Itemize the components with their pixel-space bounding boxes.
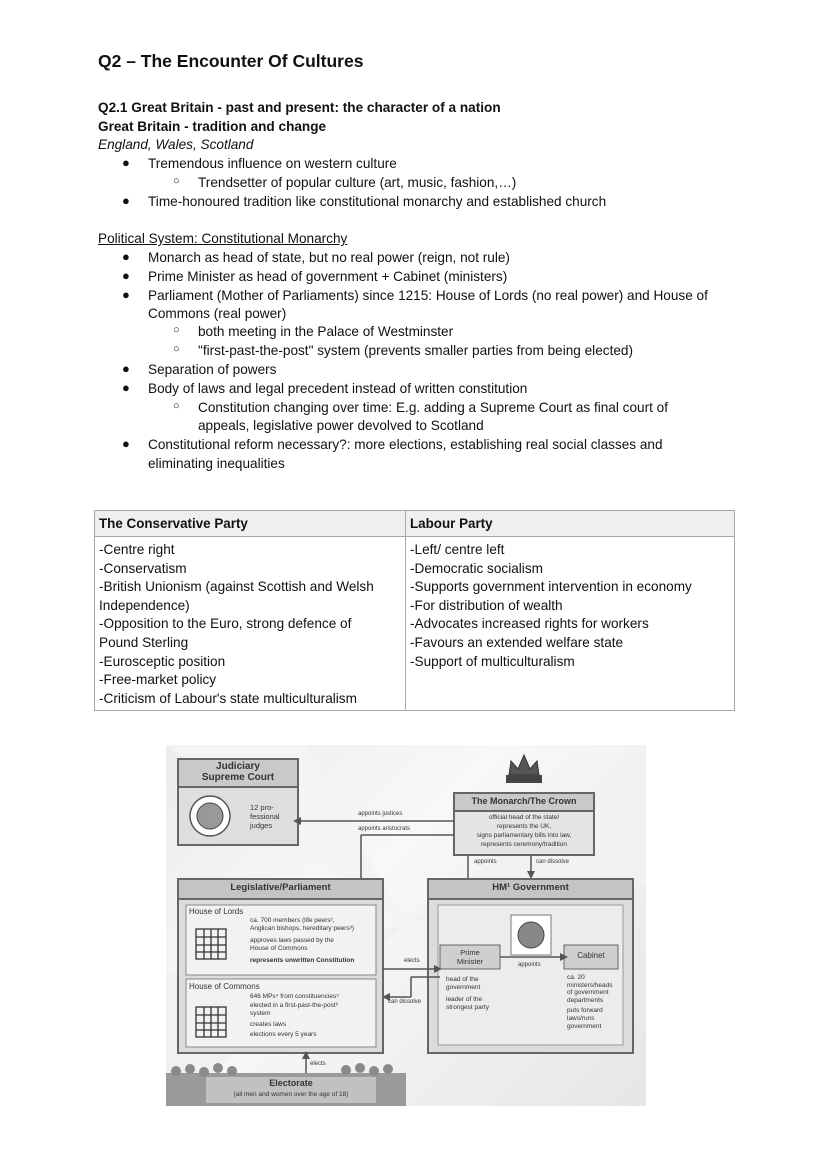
section-subheading: Q2.1 Great Britain - past and present: the character of a nation [98,100,501,115]
labour-cell [410,541,692,671]
list-item-continued: Commons (real power) [148,306,287,321]
diagram-text: Supreme Court [201,772,275,783]
table-cell-line: -Opposition to the Euro, strong defence of [99,616,352,632]
diagram-text: puts forward [567,1007,603,1015]
list-item-continued: appeals, legislative power devolved to Scotland [198,418,484,433]
table-cell-line: Independence) [99,597,190,613]
judiciary-title [178,761,298,783]
section-subtitle: Great Britain - tradition and change [98,119,327,134]
government-title: HM¹ Government [492,882,569,893]
house-of-lords-text [250,917,354,965]
diagram-text: 12 pro- [250,803,274,812]
diagram-text: of government [567,989,609,997]
electorate-title: Electorate [269,1078,313,1088]
monarch-text [454,813,594,849]
electorate-text: (all men and women over the age of 18) [233,1091,349,1098]
bullet-icon: ● [122,361,130,376]
judiciary-text [250,803,280,830]
diagram-text: ca. 700 members (life peers², [250,917,335,924]
countries-line: England, Wales, Scotland [98,137,254,152]
diagram-text: leader of the [446,996,483,1003]
diagram-text: strongest party [446,1004,489,1011]
list-item: Monarch as head of state, but no real power (reign, not rule) [148,250,510,265]
table-cell-line: -Democratic socialism [410,560,543,576]
can-dissolve-commons-label: can dissolve [388,999,422,1005]
house-of-lords-title: House of Lords [189,907,244,916]
table-cell-line: -Supports government intervention in economy [410,579,692,595]
diagram-text: elected in a first-past-the-post⁶ [250,1001,339,1009]
bullet-icon: ● [122,193,130,208]
monarch-title: The Monarch/The Crown [471,796,577,806]
appoints-cabinet-label: appoints [518,962,541,968]
diagram-text: represents unwritten Constitution [250,957,355,964]
crown-base-icon [506,775,542,783]
table-cell-line: -Favours an extended welfare state [410,634,624,650]
diagram-text: judges [250,821,273,830]
table-cell-line: -British Unionism (against Scottish and Welsh [99,579,374,595]
parties-table [94,510,735,711]
table-cell-line: -Support of multiculturalism [410,653,575,669]
conservative-cell [99,541,374,708]
appoints-justices-label: appoints justices [358,811,403,817]
list-item: Constitution changing over time: E.g. adding a Supreme Court as final court of [198,400,668,415]
prime-minister-text [446,976,489,1012]
crown-icon [509,755,539,775]
diagram-text: elections every 5 years [250,1031,317,1039]
diagram-text: ca. 20 [567,974,585,981]
bullet-icon: ● [122,268,130,283]
bullet-icon: ● [122,249,130,264]
circle-bullet-icon: ○ [173,400,180,412]
table-cell-line: -Conservatism [99,560,187,576]
table-cell-line: -Eurosceptic position [99,653,226,669]
diagram-text: Judiciary [216,761,260,772]
diagram-text: approves laws passed by the [250,937,334,944]
header-conservative: The Conservative Party [99,516,248,531]
diagram-text: creates laws [250,1020,287,1028]
diagram-text: Anglican bishops, hereditary peers³) [250,925,355,932]
cabinet-text [567,974,613,1030]
cabinet-title: Cabinet [577,951,605,960]
diagram-text: ministers/heads [567,981,613,989]
electorate-elects-label: elects [310,1061,326,1067]
list-item: Prime Minister as head of government + Cabinet (ministers) [148,269,508,284]
diagram-text: 646 MPs⁴ from constituencies⁵ [250,993,339,1000]
diagram-text: departments [567,996,604,1004]
diagram-text: laws/runs [567,1014,595,1022]
circle-bullet-icon: ○ [173,324,180,336]
diagram-text: signs parliamentary bills into law, [476,832,572,839]
list-item: Constitutional reform necessary?: more elections, establishing real social classes and [148,437,663,452]
list-item: Separation of powers [148,362,277,377]
prime-minister-title [440,948,500,966]
appoints-label: appoints [474,859,497,865]
list-item-continued: eliminating inequalities [148,456,285,471]
table-cell-line: -For distribution of wealth [410,597,563,613]
political-system-title: Political System: Constitutional Monarchy [98,231,348,246]
table-cell-line: -Centre right [99,542,175,557]
diagram-text: system [250,1010,271,1018]
legislative-title: Legislative/Parliament [230,882,331,893]
diagram-text: government [446,984,481,991]
can-dissolve-label: can dissolve [536,859,570,865]
diagram-text: represents the UK, [496,823,552,830]
list-item: Tremendous influence on western culture [148,156,397,171]
list-item: "first-past-the-post" system (prevents smaller parties from being elected) [198,343,633,358]
header-labour: Labour Party [410,516,493,531]
uk-political-system-diagram [166,745,646,1106]
table-cell-line: -Left/ centre left [410,542,505,557]
supreme-court-seal-inner [197,803,223,829]
diagram-text: fessional [250,812,280,821]
bullet-icon: ● [122,155,130,170]
house-of-commons-text [250,993,339,1040]
royal-arms-emblem [518,922,544,948]
diagram-text: Prime [460,948,480,957]
circle-bullet-icon: ○ [173,343,180,355]
diagram-text: House of Commons [250,945,308,952]
list-item: both meeting in the Palace of Westminster [198,324,454,339]
list-item: Parliament (Mother of Parliaments) since 1215: House of Lords (no real power) and House of [148,288,708,303]
elects-label: elects [404,958,420,964]
bullet-icon: ● [122,380,130,395]
list-item: Time-honoured tradition like constitutional monarchy and established church [148,194,607,209]
diagram-text: government [567,1022,602,1030]
diagram-text: Minister [456,957,484,966]
house-of-commons-title: House of Commons [189,982,260,991]
table-cell-line: -Free-market policy [99,672,217,688]
appoints-aristocrats-label: appoints aristocrats [358,826,411,832]
list-item: Body of laws and legal precedent instead of written constitution [148,381,528,396]
table-cell-line: Pound Sterling [99,634,189,650]
bullet-icon: ● [122,287,130,302]
table-divider [405,511,406,710]
bullet-icon: ● [122,436,130,451]
table-cell-line: -Criticism of Labour's state multiculturalism [99,690,357,706]
diagram-text: head of the [446,976,479,983]
circle-bullet-icon: ○ [173,175,180,187]
diagram-text: represents ceremony/tradition [481,841,567,848]
page-title: Q2 – The Encounter Of Cultures [98,51,364,71]
diagram-text: official head of the state/ [488,814,560,821]
list-item: Trendsetter of popular culture (art, music, fashion,…) [198,175,517,190]
table-cell-line: -Advocates increased rights for workers [410,616,649,632]
